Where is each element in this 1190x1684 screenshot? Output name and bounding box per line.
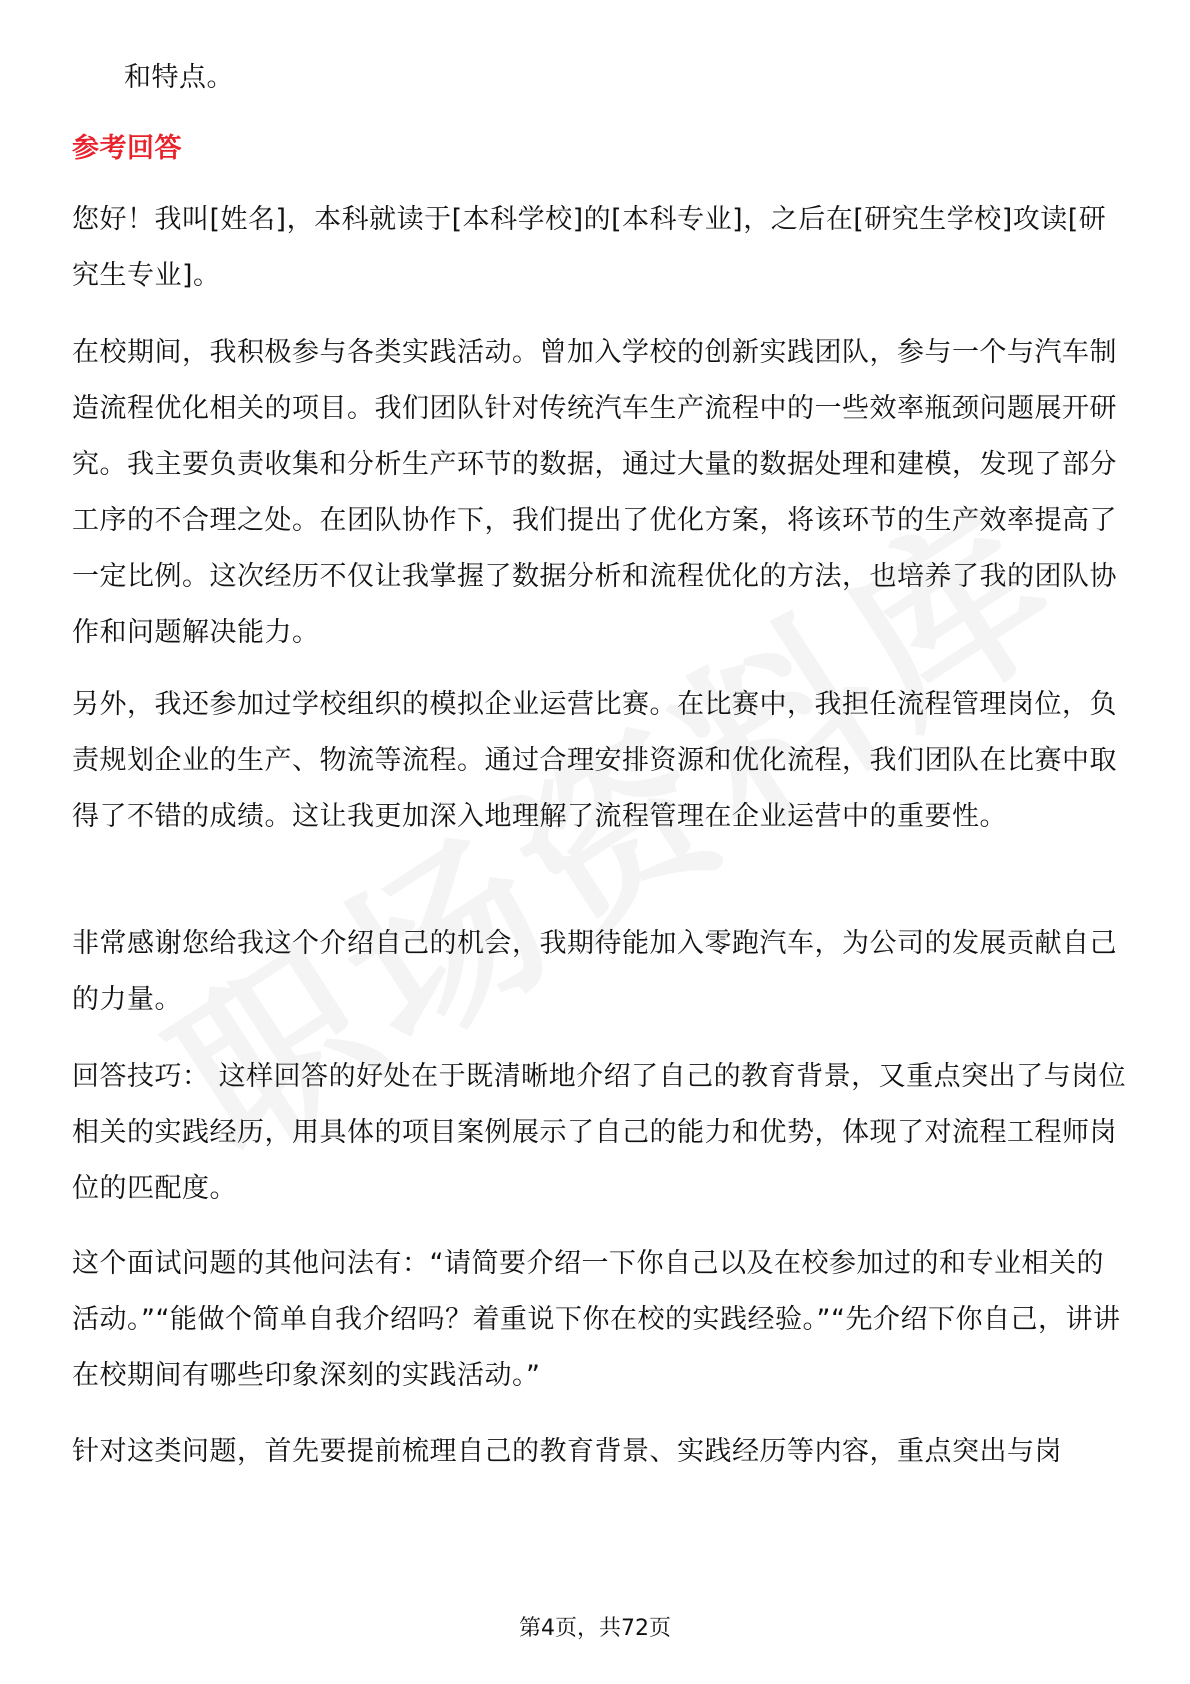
page-number: 第4页，共72页 [519, 1616, 671, 1641]
paragraph-intro: 您好！我叫[姓名]，本科就读于[本科学校]的[本科专业]，之后在[研究生学校]攻读[研究生专业]。 [72, 204, 1107, 291]
continuation-text: 和特点。 [124, 62, 234, 93]
paragraph-thanks: 非常感谢您给我这个介绍自己的机会，我期待能加入零跑汽车，为公司的发展贡献自己的力量。 [72, 928, 1117, 1015]
paragraph-advice: 针对这类问题，首先要提前梳理自己的教育背景、实践经历等内容，重点突出与岗 [72, 1436, 1062, 1467]
paragraph-practice: 在校期间，我积极参与各类实践活动。曾加入学校的创新实践团队，参与一个与汽车制造流程优化相关的项目。我们团队针对传统汽车生产流程中的一些效率瓶颈问题展开研究。我主要负责收集和分析生产环节的数据，通过大量的数据处理和建模，发现了部分工序的不合理之处。在团队协作下，我们提出了优化方案，将该环节的生产效率提高了一定比例。这次经历不仅让我掌握了数据分析和流程优化的方法，也培养了我的团队协作和问题解决能力。 [72, 337, 1117, 648]
paragraph-tips: 回答技巧： 这样回答的好处在于既清晰地介绍了自己的教育背景，又重点突出了与岗位相关的实践经历，用具体的项目案例展示了自己的能力和优势，体现了对流程工程师岗位的匹配度。 [72, 1061, 1127, 1204]
paragraph-competition: 另外，我还参加过学校组织的模拟企业运营比赛。在比赛中，我担任流程管理岗位，负责规划企业的生产、物流等流程。通过合理安排资源和优化流程，我们团队在比赛中取得了不错的成绩。这让我更加深入地理解了流程管理在企业运营中的重要性。 [72, 689, 1117, 832]
section-heading: 参考回答 [72, 133, 182, 164]
paragraph-alternatives: 这个面试问题的其他问法有：“请简要介绍一下你自己以及在校参加过的和专业相关的活动。”“能做个简单自我介绍吗？着重说下你在校的实践经验。”“先介绍下你自己，讲讲在校期间有哪些印象深刻的实践活动。” [72, 1248, 1121, 1391]
